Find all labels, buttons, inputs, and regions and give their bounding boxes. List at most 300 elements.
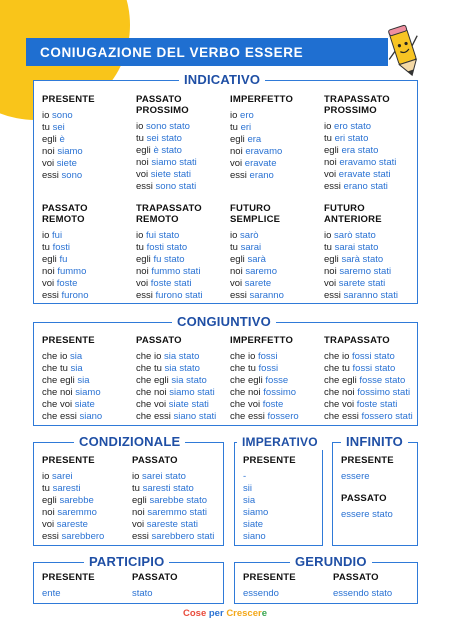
conjugation-row — [136, 387, 216, 399]
conjugation-row — [230, 266, 284, 278]
conjugation-row — [230, 146, 293, 158]
pronoun: che essi — [136, 411, 174, 422]
conjugation-row — [136, 133, 197, 145]
verb-form: fummo — [57, 266, 87, 277]
verb-form: sei — [52, 122, 65, 133]
verb-form: siamo stati — [169, 387, 215, 398]
pronoun: tu — [230, 122, 241, 133]
tense-header: PRESENTE — [42, 335, 95, 346]
pronoun: essi — [230, 290, 250, 301]
verb-form: siano stati — [173, 411, 217, 422]
verb-form: ente — [42, 588, 61, 599]
conjugation-row — [132, 531, 214, 543]
conjugation-row — [42, 519, 104, 531]
verb-form: fossimo — [263, 387, 297, 398]
conjugation-row — [243, 483, 296, 495]
tense-header: PRESENTE — [42, 94, 95, 105]
conjugation-row — [324, 375, 413, 387]
pronoun: essi — [324, 181, 344, 192]
verb-form: fui stato — [146, 230, 180, 241]
verb-form: sia — [77, 375, 90, 386]
conjugation-row — [42, 471, 104, 483]
conjugation-row — [132, 519, 214, 531]
pronoun: tu — [136, 133, 147, 144]
verb-form: siamo — [75, 387, 101, 398]
verb-form: siate — [243, 519, 264, 530]
pronoun: che voi — [230, 399, 263, 410]
conjugation-row — [136, 145, 197, 157]
conjugation-row — [243, 507, 296, 519]
conjugation-row — [42, 266, 88, 278]
pronoun: io — [324, 121, 335, 132]
conjugation-row — [136, 351, 216, 363]
pronoun: noi — [230, 266, 246, 277]
pronoun: io — [136, 121, 147, 132]
pronoun: essi — [42, 170, 62, 181]
pronoun: essi — [132, 531, 152, 542]
pronoun: che io — [42, 351, 70, 362]
conjugation-row — [42, 278, 88, 290]
verb-form: fosse stato — [359, 375, 406, 386]
conjugation-row — [324, 411, 413, 423]
verb-form: sarei stato — [142, 471, 186, 482]
pronoun: che voi — [42, 399, 75, 410]
pronoun: voi — [230, 278, 245, 289]
verb-form: sarà — [247, 254, 266, 265]
pronoun: noi — [324, 157, 340, 168]
verb-form: foste stati — [356, 399, 398, 410]
conjugation-row — [324, 169, 396, 181]
verb-form: è stato — [153, 145, 182, 156]
pronoun: egli — [230, 134, 248, 145]
verb-form: saresti stato — [142, 483, 194, 494]
verb-form: saranno — [249, 290, 284, 301]
conjugation-row — [230, 351, 299, 363]
pronoun: noi — [42, 266, 58, 277]
conjugation-row — [230, 158, 293, 170]
pronoun: che noi — [136, 387, 170, 398]
conjugation-row — [324, 181, 396, 193]
condizionale-title: CONDIZIONALE — [74, 434, 185, 450]
pronoun: tu — [136, 242, 147, 253]
pronoun: che tu — [324, 363, 353, 374]
congiuntivo-tense-column — [324, 335, 413, 423]
pronoun: che essi — [230, 411, 268, 422]
indicativo-tense-column — [324, 203, 398, 302]
page-title: CONIUGAZIONE DEL VERBO ESSERE — [40, 44, 304, 60]
conjugation-row — [42, 363, 102, 375]
indicativo-tense-column — [42, 94, 95, 182]
tense-header: PASSATO REMOTO — [42, 203, 88, 225]
conjugation-row — [230, 387, 299, 399]
tense-header: PRESENTE — [243, 572, 296, 583]
pronoun: voi — [324, 169, 339, 180]
pronoun: che egli — [136, 375, 172, 386]
verb-form: saresti — [52, 483, 81, 494]
tense-header: PASSATO — [333, 572, 379, 583]
conjugation-row — [42, 146, 95, 158]
verb-form: siano — [79, 411, 103, 422]
conjugation-row — [324, 157, 396, 169]
pronoun: noi — [136, 266, 152, 277]
verb-form: fossi — [258, 351, 278, 362]
verb-form: eravate stati — [338, 169, 391, 180]
verb-form: sarai stato — [334, 242, 379, 253]
verb-form: saranno stati — [343, 290, 398, 301]
pronoun: io — [136, 230, 147, 241]
indicativo-tense-column — [230, 203, 284, 302]
pronoun: che io — [230, 351, 258, 362]
verb-form: foste — [262, 399, 284, 410]
verb-form: foste — [56, 278, 78, 289]
verb-form: erano stati — [343, 181, 388, 192]
verb-form: sia stato — [171, 375, 207, 386]
conjugation-row — [42, 399, 102, 411]
pronoun: voi — [324, 278, 339, 289]
tense-header: PRESENTE — [243, 455, 296, 466]
conjugation-row — [136, 363, 216, 375]
conjugation-row — [42, 495, 104, 507]
verb-form: sarebbero — [61, 531, 105, 542]
tense-header: IMPERFETTO — [230, 94, 294, 105]
condizionale-tense-column — [42, 455, 104, 543]
verb-form: siamo — [243, 507, 269, 518]
tense-header: TRAPASSATO REMOTO — [136, 203, 202, 225]
verb-form: siamo — [57, 146, 83, 157]
verb-form: sono stati — [155, 181, 197, 192]
pronoun: essi — [42, 290, 62, 301]
infinito-box — [332, 434, 418, 546]
verb-form: fosse — [265, 375, 289, 386]
verb-form: sarò — [240, 230, 259, 241]
conjugation-row — [136, 242, 203, 254]
tense-header: TRAPASSATO PROSSIMO — [324, 94, 390, 116]
conjugation-row — [132, 588, 178, 600]
verb-form: sareste stati — [146, 519, 199, 530]
conjugation-row — [230, 375, 299, 387]
pronoun: voi — [136, 169, 151, 180]
conjugation-row — [341, 471, 394, 483]
verb-form: foste stati — [150, 278, 192, 289]
verb-form: sarete — [244, 278, 272, 289]
conjugation-row — [42, 531, 104, 543]
conjugation-row — [136, 230, 203, 242]
conjugation-row — [136, 290, 203, 302]
tense-header: PASSATO — [136, 335, 182, 346]
conjugation-row — [341, 509, 393, 521]
verb-form: fossimo stati — [357, 387, 411, 398]
pronoun: che essi — [42, 411, 80, 422]
conjugation-row — [324, 121, 396, 133]
conjugation-row — [42, 351, 102, 363]
verb-form: erano — [249, 170, 274, 181]
pronoun: egli — [136, 254, 154, 265]
verb-form: era stato — [341, 145, 379, 156]
conjugation-row — [230, 290, 284, 302]
gerundio-tense-column — [333, 572, 392, 600]
conjugation-row — [42, 387, 102, 399]
pronoun: noi — [136, 157, 152, 168]
pronoun: essi — [136, 290, 156, 301]
verb-form: sia stato — [164, 351, 200, 362]
infinito-tense-column — [341, 493, 393, 521]
congiuntivo-tense-column — [42, 335, 102, 423]
conjugation-row — [230, 242, 284, 254]
verb-form: sono — [61, 170, 83, 181]
pronoun: che egli — [230, 375, 266, 386]
conjugation-row — [230, 170, 293, 182]
pronoun: noi — [42, 146, 58, 157]
verb-form: ero — [240, 110, 254, 121]
verb-form: essendo stato — [333, 588, 393, 599]
tense-header: PASSATO — [132, 455, 178, 466]
conjugation-row — [230, 134, 293, 146]
indicativo-tense-column — [230, 94, 293, 182]
verb-form: sia — [243, 495, 256, 506]
verb-form: eravamo stati — [339, 157, 397, 168]
conjugation-row — [324, 399, 413, 411]
verb-form: essere — [341, 471, 370, 482]
conjugation-row — [324, 278, 398, 290]
verb-form: fu — [59, 254, 68, 265]
conjugation-row — [132, 495, 214, 507]
verb-form: saremmo — [57, 507, 97, 518]
verb-form: eravate — [244, 158, 277, 169]
verb-form: sono stato — [146, 121, 190, 132]
participio-tense-column — [42, 572, 95, 600]
conjugation-row — [42, 170, 95, 182]
pronoun: tu — [42, 242, 53, 253]
conjugation-row — [324, 254, 398, 266]
congiuntivo-title: CONGIUNTIVO — [172, 314, 276, 330]
verb-form: eravamo — [245, 146, 283, 157]
verb-form: ero stato — [334, 121, 372, 132]
conjugation-row — [136, 278, 203, 290]
verb-form: sarò stato — [334, 230, 376, 241]
conjugation-row — [324, 230, 398, 242]
conjugation-row — [230, 399, 299, 411]
pronoun: voi — [132, 519, 147, 530]
congiuntivo-tense-column — [230, 335, 299, 423]
conjugation-row — [42, 588, 95, 600]
pronoun: egli — [42, 495, 60, 506]
conjugation-row — [136, 181, 197, 193]
pronoun: essi — [42, 531, 62, 542]
site-logo: Cose per Crescere — [183, 608, 267, 619]
conjugation-row — [42, 110, 95, 122]
pronoun: che noi — [42, 387, 76, 398]
verb-form: essere stato — [341, 509, 393, 520]
verb-form: fossi stato — [352, 363, 396, 374]
pronoun: io — [324, 230, 335, 241]
pronoun: voi — [42, 158, 57, 169]
conjugation-row — [42, 230, 88, 242]
conjugation-row — [42, 158, 95, 170]
verb-form: sia stato — [164, 363, 200, 374]
verb-form: siamo stati — [151, 157, 197, 168]
verb-form: sarebbe stato — [149, 495, 208, 506]
conjugation-row — [136, 157, 197, 169]
conjugation-row — [230, 110, 293, 122]
participio-title: PARTICIPIO — [84, 554, 169, 570]
verb-form: fosti stato — [146, 242, 188, 253]
conjugation-row — [230, 230, 284, 242]
pronoun: che tu — [42, 363, 71, 374]
pronoun: io — [230, 110, 241, 121]
tense-header: PRESENTE — [42, 572, 95, 583]
conjugation-row — [42, 375, 102, 387]
conjugation-row — [324, 387, 413, 399]
conjugation-row — [42, 242, 88, 254]
verb-form: fossero stati — [361, 411, 413, 422]
pronoun: noi — [324, 266, 340, 277]
imperativo-tense-column — [243, 455, 296, 543]
pronoun: che noi — [230, 387, 264, 398]
pronoun: egli — [136, 145, 154, 156]
verb-form: fu stato — [153, 254, 185, 265]
conjugation-row — [324, 351, 413, 363]
conjugation-row — [230, 411, 299, 423]
indicativo-box — [33, 72, 418, 304]
verb-form: furono stati — [155, 290, 203, 301]
pronoun: noi — [230, 146, 246, 157]
pronoun: che io — [324, 351, 352, 362]
pronoun: egli — [324, 254, 342, 265]
pencil-mascot-icon — [384, 24, 428, 82]
participio-box — [33, 554, 224, 604]
verb-form: fui — [52, 230, 63, 241]
pronoun: io — [42, 230, 53, 241]
conjugation-row — [42, 483, 104, 495]
conjugation-row — [132, 507, 214, 519]
tense-header: IMPERFETTO — [230, 335, 294, 346]
verb-form: sarai — [240, 242, 262, 253]
verb-form: saremo stati — [339, 266, 392, 277]
tense-header: PASSATO — [132, 572, 178, 583]
pronoun: voi — [136, 278, 151, 289]
verb-form: siete stati — [150, 169, 191, 180]
pronoun: che voi — [136, 399, 169, 410]
tense-header: PRESENTE — [341, 455, 394, 466]
pronoun: io — [230, 230, 241, 241]
verb-form: sarete stati — [338, 278, 386, 289]
conjugation-row — [324, 145, 396, 157]
tense-header: TRAPASSATO — [324, 335, 390, 346]
condizionale-tense-column — [132, 455, 214, 543]
imperativo-box — [234, 435, 323, 546]
pronoun: essi — [136, 181, 156, 192]
verb-form: sia — [70, 351, 83, 362]
pronoun: che tu — [136, 363, 165, 374]
participio-tense-column — [132, 572, 178, 600]
verb-form: essendo — [243, 588, 279, 599]
gerundio-box — [234, 554, 418, 604]
conjugation-row — [324, 133, 396, 145]
verb-form: saremmo stati — [147, 507, 207, 518]
verb-form: sarà stato — [341, 254, 384, 265]
verb-form: eri — [240, 122, 252, 133]
pronoun: essi — [230, 170, 250, 181]
conjugation-row — [42, 122, 95, 134]
conjugation-row — [136, 254, 203, 266]
verb-form: sono — [52, 110, 73, 121]
conjugation-row — [324, 363, 413, 375]
conjugation-row — [42, 134, 95, 146]
conjugation-row — [132, 483, 214, 495]
pronoun: egli — [132, 495, 150, 506]
conjugation-row — [230, 122, 293, 134]
verb-form: sarebbe — [59, 495, 94, 506]
pronoun: noi — [132, 507, 148, 518]
verb-form: siate stati — [168, 399, 209, 410]
conjugation-row — [243, 588, 296, 600]
conjugation-row — [136, 399, 216, 411]
pronoun: egli — [42, 134, 60, 145]
conjugation-row — [230, 278, 284, 290]
pronoun: che essi — [324, 411, 362, 422]
conjugation-row — [243, 531, 296, 543]
pronoun: tu — [324, 133, 335, 144]
verb-form: sareste — [56, 519, 88, 530]
conjugation-row — [243, 495, 296, 507]
pronoun: tu — [42, 122, 53, 133]
pronoun: che egli — [324, 375, 360, 386]
pronoun: tu — [42, 483, 53, 494]
conjugation-row — [136, 375, 216, 387]
verb-form: fummo stati — [151, 266, 201, 277]
verb-form: siate — [74, 399, 95, 410]
pronoun: io — [132, 471, 143, 482]
condizionale-box — [33, 434, 224, 546]
verb-form: era — [247, 134, 262, 145]
pronoun: egli — [324, 145, 342, 156]
verb-form: furono — [61, 290, 89, 301]
verb-form: sei stato — [146, 133, 182, 144]
conjugation-row — [324, 242, 398, 254]
verb-form: siano — [243, 531, 266, 542]
tense-header: PASSATO — [341, 493, 387, 504]
pronoun: voi — [42, 519, 57, 530]
pronoun: egli — [42, 254, 60, 265]
tense-header: FUTURO SEMPLICE — [230, 203, 281, 225]
conjugation-row — [230, 363, 299, 375]
conjugation-row — [243, 471, 296, 483]
verb-form: sarei — [52, 471, 73, 482]
verb-form: siete — [56, 158, 77, 169]
page-title-bar — [26, 38, 388, 66]
imperativo-title: IMPERATIVO — [237, 434, 323, 450]
conjugation-row — [42, 411, 102, 423]
indicativo-tense-column — [324, 94, 396, 193]
conjugation-row — [324, 290, 398, 302]
pronoun: che voi — [324, 399, 357, 410]
conjugation-row — [333, 588, 392, 600]
indicativo-tense-column — [136, 203, 203, 302]
tense-header: FUTURO ANTERIORE — [324, 203, 382, 225]
pronoun: essi — [324, 290, 344, 301]
pronoun: che egli — [42, 375, 78, 386]
verb-form: fossero — [267, 411, 299, 422]
conjugation-row — [42, 507, 104, 519]
verb-form: fossi stato — [352, 351, 395, 362]
indicativo-tense-column — [42, 203, 88, 302]
verb-form: - — [243, 471, 247, 482]
conjugation-row — [136, 121, 197, 133]
verb-form: sarebbero stati — [151, 531, 215, 542]
pronoun: tu — [230, 242, 241, 253]
gerundio-tense-column — [243, 572, 296, 600]
verb-form: fosti — [52, 242, 70, 253]
